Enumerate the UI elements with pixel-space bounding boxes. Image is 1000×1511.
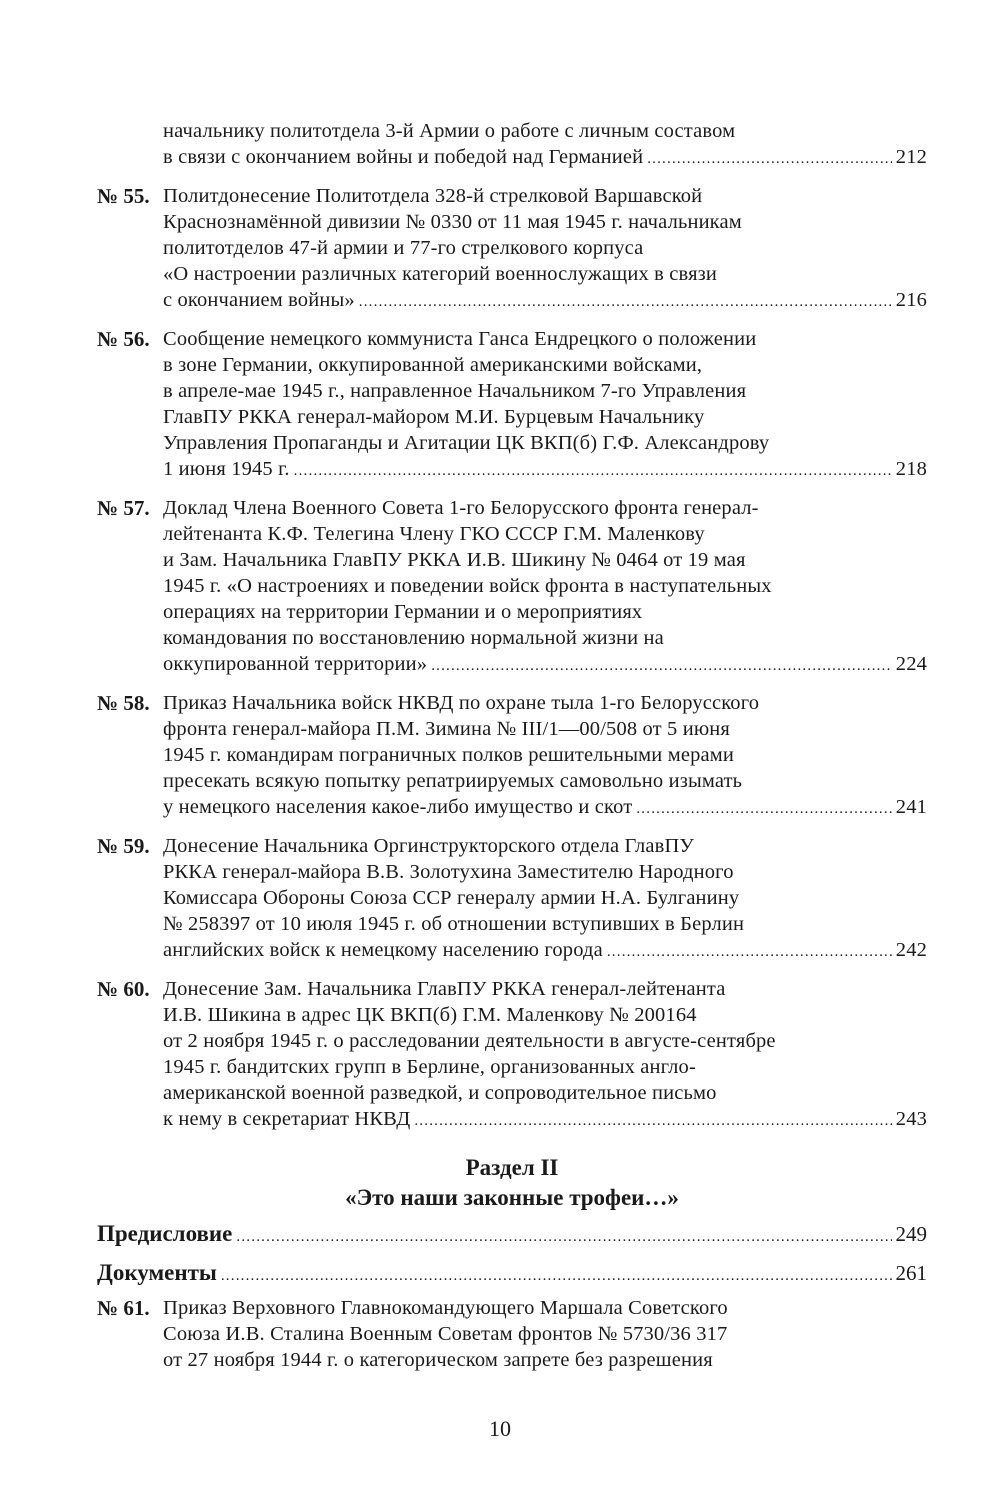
dot-leader: [607, 939, 892, 965]
entry-line: и Зам. Начальника ГлавПУ РККА И.В. Шикину № 0464 от 19 мая: [163, 549, 746, 571]
toc-entry-60: [97, 976, 927, 1134]
page-number: 10: [489, 1416, 511, 1441]
entry-number: № 60.: [97, 977, 150, 1001]
entry-line: в зоне Германии, оккупированной американскими войсками,: [163, 354, 703, 376]
toc-part-documents: [97, 1255, 927, 1294]
dot-leader: [636, 796, 891, 822]
entry-line: фронта генерал-майора П.М. Зимина № III/1—00/508 от 5 июня: [163, 718, 730, 740]
entry-line: № 258397 от 10 июля 1945 г. об отношении вступивших в Берлин: [163, 913, 745, 935]
entry-line: Доклад Члена Военного Совета 1-го Белорусского фронта генерал-: [163, 497, 759, 519]
page-ref: 243: [895, 1108, 927, 1130]
entry-line: Донесение Начальника Оргинструкторского отдела ГлавПУ: [163, 835, 695, 857]
entry-number: № 59.: [97, 834, 150, 858]
page-ref: 218: [895, 458, 927, 480]
dot-leader: [414, 1108, 891, 1134]
entry-last-line: [163, 287, 927, 315]
entry-number: № 57.: [97, 496, 150, 520]
dot-leader: [236, 1219, 891, 1255]
toc-entry-58: [97, 690, 927, 822]
entry-last-line: [163, 794, 927, 822]
section-heading: [97, 1153, 927, 1213]
toc-entry-54-continued: [97, 118, 927, 172]
page-ref: 212: [895, 146, 927, 168]
entry-line: Комиссара Обороны Союза ССР генералу армии Н.А. Булганину: [163, 887, 740, 909]
section-subtitle: «Это наши законные трофеи…»: [345, 1185, 679, 1210]
entry-line: в связи с окончанием войны и победой над Германией: [163, 146, 644, 168]
entry-line: Краснознамённой дивизии № 0330 от 11 мая 1945 г. начальникам: [163, 211, 742, 233]
page-ref: 216: [895, 289, 927, 311]
entry-line: от 27 ноября 1944 г. о категорическом запрете без разрешения: [163, 1349, 713, 1371]
entry-line: Союза И.В. Сталина Военным Советам фронтов № 5730/36 317: [163, 1323, 728, 1345]
entry-line: И.В. Шикина в адрес ЦК ВКП(б) Г.М. Маленкову № 200164: [163, 1004, 697, 1026]
part-title: Документы: [97, 1260, 217, 1285]
entry-line: английских войск к немецкому населению города: [163, 939, 603, 961]
section-parts: [97, 1216, 927, 1294]
dot-leader: [431, 653, 892, 679]
entry-line: 1 июня 1945 г.: [163, 458, 290, 480]
entry-line: Сообщение немецкого коммуниста Ганса Ендрецкого о положении: [163, 328, 757, 350]
entry-number: № 61.: [97, 1296, 150, 1320]
section-title: Раздел II: [465, 1155, 559, 1180]
entry-line: политотделов 47-й армии и 77-го стрелкового корпуса: [163, 237, 644, 259]
page-ref: 241: [895, 796, 927, 818]
entry-line: РККА генерал-майора В.В. Золотухина Заместителю Народного: [163, 861, 734, 883]
entry-number: № 55.: [97, 184, 150, 208]
dot-leader: [647, 146, 892, 172]
table-of-contents: [97, 118, 927, 1145]
toc-entry-61: [97, 1295, 927, 1373]
entry-last-line: [163, 144, 927, 172]
entry-line: Приказ Верховного Главнокомандующего Маршала Советского: [163, 1297, 728, 1319]
entry-line: Донесение Зам. Начальника ГлавПУ РККА генерал-лейтенанта: [163, 978, 726, 1000]
dot-leader: [294, 458, 892, 484]
page-ref: 249: [895, 1222, 927, 1246]
entry-line: Приказ Начальника войск НКВД по охране тыла 1-го Белорусского: [163, 692, 760, 714]
dot-leader: [221, 1258, 892, 1294]
entry-line: к нему в секретариат НКВД: [163, 1108, 411, 1130]
entry-line: у немецкого населения какое-либо имущество и скот: [163, 796, 633, 818]
entry-last-line: [163, 1106, 927, 1134]
entry-line: лейтенанта К.Ф. Телегина Члену ГКО СССР Г.М. Маленкову: [163, 523, 705, 545]
page-ref: 224: [895, 653, 927, 675]
entry-last-line: [163, 456, 927, 484]
entry-line: 1945 г. «О настроениях и поведении войск фронта в наступательных: [163, 575, 772, 597]
entry-line: от 2 ноября 1945 г. о расследовании деятельности в августе-сентябре: [163, 1030, 776, 1052]
entry-line: оккупированной территории»: [163, 653, 428, 675]
entry-line: 1945 г. командирам пограничных полков решительными мерами: [163, 744, 734, 766]
toc-entry-57: [97, 495, 927, 679]
entry-line: начальнику политотдела 3-й Армии о работе с личным составом: [163, 120, 736, 142]
entry-line: Политдонесение Политотдела 328-й стрелковой Варшавской: [163, 185, 703, 207]
dot-leader: [359, 289, 892, 315]
entry-last-line: [163, 651, 927, 679]
entry-line: с окончанием войны»: [163, 289, 355, 311]
entry-line: в апреле-мае 1945 г., направленное Начальником 7-го Управления: [163, 380, 747, 402]
entry-line: командования по восстановлению нормальной жизни на: [163, 627, 664, 649]
part-title: Предисловие: [97, 1221, 233, 1246]
entry-last-line: [163, 937, 927, 965]
entry-line: 1945 г. бандитских групп в Берлине, организованных англо-: [163, 1056, 696, 1078]
toc-part-preface: [97, 1216, 927, 1255]
entry-line: операциях на территории Германии и о мероприятиях: [163, 601, 643, 623]
toc-entry-56: [97, 326, 927, 484]
entry-line: пресекать всякую попытку репатриируемых самовольно изымать: [163, 770, 743, 792]
entry-line: «О настроении различных категорий военнослужащих в связи: [163, 263, 718, 285]
page-ref: 261: [895, 1261, 927, 1285]
entry-number: № 58.: [97, 691, 150, 715]
page-ref: 242: [895, 939, 927, 961]
entry-line: Управления Пропаганды и Агитации ЦК ВКП(б) Г.Ф. Александрову: [163, 432, 770, 454]
toc-entry-59: [97, 833, 927, 965]
toc-entry-55: [97, 183, 927, 315]
entry-line: ГлавПУ РККА генерал-майором М.И. Бурцевым Начальнику: [163, 406, 705, 428]
entry-number: № 56.: [97, 327, 150, 351]
entry-line: американской военной разведкой, и сопроводительное письмо: [163, 1082, 717, 1104]
